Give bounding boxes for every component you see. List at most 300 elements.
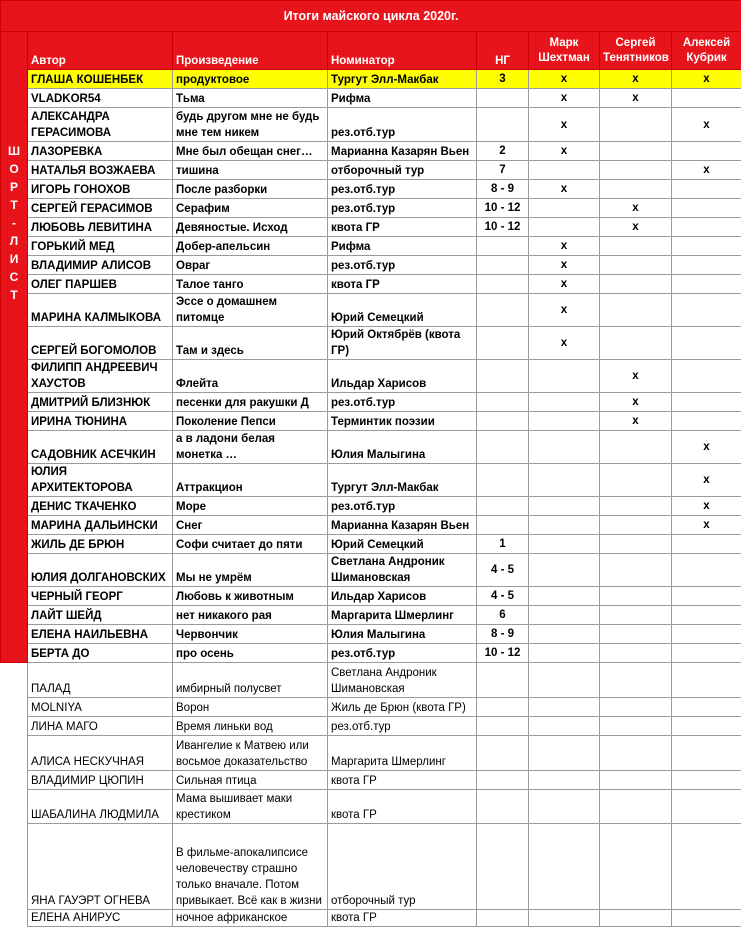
work-cell: Червончик xyxy=(173,625,328,644)
ng-cell xyxy=(477,464,529,497)
nominator-cell: Рифма xyxy=(328,237,477,256)
empty-cell xyxy=(477,736,529,771)
other-row xyxy=(1,663,741,698)
judge-mark-cell xyxy=(600,625,672,644)
empty-cell xyxy=(600,736,672,771)
nominator-cell: рез.отб.тур xyxy=(328,717,477,736)
judge-mark-cell xyxy=(529,218,600,237)
judge-mark-cell xyxy=(600,275,672,294)
judge-mark-cell xyxy=(529,199,600,218)
judge-mark-cell xyxy=(672,256,741,275)
judge-mark-cell xyxy=(529,587,600,606)
ng-cell: 10 - 12 xyxy=(477,218,529,237)
nominator-cell: Ильдар Харисов xyxy=(328,360,477,393)
header-row xyxy=(1,32,741,70)
nominator-cell: Марианна Казарян Вьен xyxy=(328,142,477,161)
other-row xyxy=(1,910,741,927)
judge-mark-cell xyxy=(600,606,672,625)
ng-cell xyxy=(477,327,529,360)
col-author-header: Автор xyxy=(28,32,173,70)
other-row xyxy=(1,736,741,771)
author-cell: MOLNIYA xyxy=(28,698,173,717)
empty-cell xyxy=(529,736,600,771)
author-cell: VLADKOR54 xyxy=(28,89,173,108)
empty-cell xyxy=(1,790,28,824)
author-cell: ШАБАЛИНА ЛЮДМИЛА xyxy=(28,790,173,824)
nominator-cell: Тургут Элл-Макбак xyxy=(328,70,477,89)
work-cell: Снег xyxy=(173,516,328,535)
judge-mark-cell xyxy=(600,180,672,199)
judge-mark-cell xyxy=(600,464,672,497)
judge-mark-cell xyxy=(529,412,600,431)
nominator-cell: Рифма xyxy=(328,89,477,108)
judge-mark-cell: x xyxy=(529,294,600,327)
judge-mark-cell xyxy=(529,161,600,180)
ng-cell: 3 xyxy=(477,70,529,89)
judge-mark-cell xyxy=(529,431,600,464)
ng-cell xyxy=(477,294,529,327)
judge-mark-cell: x xyxy=(672,161,741,180)
work-cell: Любовь к животным xyxy=(173,587,328,606)
empty-cell xyxy=(1,771,28,790)
judge-mark-cell: x xyxy=(600,218,672,237)
author-cell: ЧЕРНЫЙ ГЕОРГ xyxy=(28,587,173,606)
judge-mark-cell xyxy=(600,237,672,256)
shortlist-row xyxy=(1,412,741,431)
judge-mark-cell: x xyxy=(529,89,600,108)
judge-mark-cell xyxy=(529,554,600,587)
other-row xyxy=(1,824,741,910)
judge-mark-cell xyxy=(672,606,741,625)
judge-mark-cell: x xyxy=(529,275,600,294)
empty-cell xyxy=(529,771,600,790)
col-nominator-header: Номинатор xyxy=(328,32,477,70)
empty-cell xyxy=(529,910,600,927)
shortlist-row xyxy=(1,275,741,294)
author-cell: ВЛАДИМИР АЛИСОВ xyxy=(28,256,173,275)
table-title: Итоги майского цикла 2020г. xyxy=(1,1,741,32)
ng-cell xyxy=(477,89,529,108)
nominator-cell: квота ГР xyxy=(328,910,477,927)
ng-cell xyxy=(477,393,529,412)
shortlist-row xyxy=(1,218,741,237)
shortlist-row xyxy=(1,516,741,535)
judge-mark-cell xyxy=(672,412,741,431)
shortlist-row xyxy=(1,464,741,497)
judge-mark-cell xyxy=(672,89,741,108)
empty-cell xyxy=(1,698,28,717)
judge-mark-cell xyxy=(672,180,741,199)
nominator-cell: отборочный тур xyxy=(328,824,477,910)
shortlist-row xyxy=(1,180,741,199)
ng-cell: 2 xyxy=(477,142,529,161)
judge-mark-cell xyxy=(672,199,741,218)
col-ng-header: НГ xyxy=(477,32,529,70)
work-cell: Ивангелие к Матвею или восьмое доказательство xyxy=(173,736,328,771)
nominator-cell: рез.отб.тур xyxy=(328,256,477,275)
work-cell: Овраг xyxy=(173,256,328,275)
judge-mark-cell: x xyxy=(672,464,741,497)
judge-mark-cell xyxy=(529,625,600,644)
empty-cell xyxy=(477,910,529,927)
judge-mark-cell xyxy=(529,464,600,497)
nominator-cell: отборочный тур xyxy=(328,161,477,180)
judge-mark-cell xyxy=(600,142,672,161)
nominator-cell: квота ГР xyxy=(328,790,477,824)
author-cell: ДМИТРИЙ БЛИЗНЮК xyxy=(28,393,173,412)
author-cell: СЕРГЕЙ ГЕРАСИМОВ xyxy=(28,199,173,218)
nominator-cell: Юрий Семецкий xyxy=(328,294,477,327)
judge-mark-cell xyxy=(672,142,741,161)
nominator-cell: Светлана Андроник Шимановская xyxy=(328,663,477,698)
judge-mark-cell xyxy=(672,237,741,256)
work-cell: тишина xyxy=(173,161,328,180)
other-row xyxy=(1,698,741,717)
shortlist-row xyxy=(1,554,741,587)
empty-cell xyxy=(600,717,672,736)
ng-cell xyxy=(477,360,529,393)
work-cell: Ворон xyxy=(173,698,328,717)
author-cell: ИРИНА ТЮНИНА xyxy=(28,412,173,431)
author-cell: ГЛАША КОШЕНБЕК xyxy=(28,70,173,89)
empty-cell xyxy=(529,663,600,698)
judge-mark-cell xyxy=(672,218,741,237)
nominator-cell: рез.отб.тур xyxy=(328,497,477,516)
author-cell: МАРИНА КАЛМЫКОВА xyxy=(28,294,173,327)
col-judge-header-1: Марк Шехтман xyxy=(529,32,600,70)
judge-mark-cell xyxy=(529,360,600,393)
work-cell: Софи считает до пяти xyxy=(173,535,328,554)
side-label-letter: Т xyxy=(10,288,18,302)
work-cell: песенки для ракушки Д xyxy=(173,393,328,412)
nominator-cell: квота ГР xyxy=(328,218,477,237)
empty-cell xyxy=(477,771,529,790)
work-cell: Мы не умрём xyxy=(173,554,328,587)
nominator-cell: Жиль де Брюн (квота ГР) xyxy=(328,698,477,717)
work-cell: Мама вышивает маки крестиком xyxy=(173,790,328,824)
judge-mark-cell: x xyxy=(600,360,672,393)
empty-cell xyxy=(529,824,600,910)
nominator-cell: квота ГР xyxy=(328,275,477,294)
judge-mark-cell: x xyxy=(529,237,600,256)
author-cell: САДОВНИК АСЕЧКИН xyxy=(28,431,173,464)
ng-cell: 4 - 5 xyxy=(477,554,529,587)
judge-mark-cell xyxy=(600,294,672,327)
nominator-cell: рез.отб.тур xyxy=(328,180,477,199)
work-cell: Девяностые. Исход xyxy=(173,218,328,237)
judge-mark-cell xyxy=(672,625,741,644)
author-cell: ЛЮБОВЬ ЛЕВИТИНА xyxy=(28,218,173,237)
judge-mark-cell xyxy=(600,587,672,606)
judge-mark-cell: x xyxy=(600,89,672,108)
author-cell: ФИЛИПП АНДРЕЕВИЧ ХАУСТОВ xyxy=(28,360,173,393)
author-cell: БЕРТА ДО xyxy=(28,644,173,663)
judge-mark-cell xyxy=(672,275,741,294)
work-cell: продуктовое xyxy=(173,70,328,89)
shortlist-row xyxy=(1,606,741,625)
work-cell: Серафим xyxy=(173,199,328,218)
work-cell: После разборки xyxy=(173,180,328,199)
nominator-cell: рез.отб.тур xyxy=(328,108,477,142)
empty-cell xyxy=(600,824,672,910)
author-cell: ЕЛЕНА АНИРУС xyxy=(28,910,173,927)
judge-mark-cell: x xyxy=(672,516,741,535)
author-cell: ЛАЗОРЕВКА xyxy=(28,142,173,161)
empty-cell xyxy=(600,771,672,790)
judge-mark-cell xyxy=(529,644,600,663)
judge-mark-cell: x xyxy=(600,412,672,431)
judge-mark-cell: x xyxy=(672,497,741,516)
judge-mark-cell: x xyxy=(672,70,741,89)
judge-mark-cell: x xyxy=(529,327,600,360)
ng-cell xyxy=(477,431,529,464)
ng-cell: 8 - 9 xyxy=(477,180,529,199)
col-work-header: Произведение xyxy=(173,32,328,70)
empty-cell xyxy=(477,717,529,736)
side-label-letter: О xyxy=(9,162,19,176)
judge-mark-cell xyxy=(529,606,600,625)
author-cell: ОЛЕГ ПАРШЕВ xyxy=(28,275,173,294)
work-cell: Тьма xyxy=(173,89,328,108)
author-cell: ЮЛИЯ ДОЛГАНОВСКИХ xyxy=(28,554,173,587)
shortlist-row xyxy=(1,431,741,464)
shortlist-row xyxy=(1,256,741,275)
work-cell: Добер-апельсин xyxy=(173,237,328,256)
author-cell: ВЛАДИМИР ЦЮПИН xyxy=(28,771,173,790)
shortlist-row xyxy=(1,70,741,89)
judge-mark-cell xyxy=(600,256,672,275)
judge-mark-cell xyxy=(600,535,672,554)
ng-cell xyxy=(477,412,529,431)
side-label-letter: Р xyxy=(9,180,18,194)
work-cell: Сильная птица xyxy=(173,771,328,790)
empty-cell xyxy=(672,717,741,736)
judge-mark-cell: x xyxy=(529,108,600,142)
col-judge-header-3: Алексей Кубрик xyxy=(672,32,741,70)
nominator-cell: Маргарита Шмерлинг xyxy=(328,606,477,625)
side-label-letter: Л xyxy=(9,234,19,248)
shortlist-row xyxy=(1,237,741,256)
ng-cell: 7 xyxy=(477,161,529,180)
ng-cell xyxy=(477,497,529,516)
nominator-cell: Юрий Октябрёв (квота ГР) xyxy=(328,327,477,360)
ng-cell xyxy=(477,516,529,535)
empty-cell xyxy=(1,717,28,736)
empty-cell xyxy=(477,824,529,910)
judge-mark-cell: x xyxy=(529,256,600,275)
work-cell: Там и здесь xyxy=(173,327,328,360)
judge-mark-cell xyxy=(529,535,600,554)
empty-cell xyxy=(672,771,741,790)
author-cell: МАРИНА ДАЛЬИНСКИ xyxy=(28,516,173,535)
side-label-letter: И xyxy=(9,252,19,266)
author-cell: ПАЛАД xyxy=(28,663,173,698)
judge-mark-cell xyxy=(600,497,672,516)
empty-cell xyxy=(600,910,672,927)
shortlist-row xyxy=(1,625,741,644)
empty-cell xyxy=(672,824,741,910)
judge-mark-cell xyxy=(600,327,672,360)
author-cell: АЛИСА НЕСКУЧНАЯ xyxy=(28,736,173,771)
judge-mark-cell: x xyxy=(600,199,672,218)
empty-cell xyxy=(600,698,672,717)
shortlist-row xyxy=(1,360,741,393)
ng-cell: 4 - 5 xyxy=(477,587,529,606)
judge-mark-cell xyxy=(672,360,741,393)
judge-mark-cell xyxy=(600,108,672,142)
shortlist-row xyxy=(1,497,741,516)
judge-mark-cell: x xyxy=(529,180,600,199)
ng-cell: 10 - 12 xyxy=(477,644,529,663)
nominator-cell: Ильдар Харисов xyxy=(328,587,477,606)
nominator-cell: рез.отб.тур xyxy=(328,199,477,218)
shortlist-side-label xyxy=(1,32,28,663)
judge-mark-cell xyxy=(672,535,741,554)
ng-cell xyxy=(477,108,529,142)
other-row xyxy=(1,790,741,824)
work-cell: Флейта xyxy=(173,360,328,393)
author-cell: АЛЕКСАНДРА ГЕРАСИМОВА xyxy=(28,108,173,142)
side-label-letter: Т xyxy=(10,198,18,212)
empty-cell xyxy=(477,663,529,698)
work-cell: В фильме-апокалипсисе человечеству страшно только вначале. Потом привыкает. Всё как в жизни xyxy=(173,824,328,910)
work-cell: Аттракцион xyxy=(173,464,328,497)
work-cell: Эссе о домашнем питомце xyxy=(173,294,328,327)
work-cell: нет никакого рая xyxy=(173,606,328,625)
author-cell: ГОРЬКИЙ МЕД xyxy=(28,237,173,256)
shortlist-row xyxy=(1,142,741,161)
shortlist-row xyxy=(1,89,741,108)
author-cell: ИГОРЬ ГОНОХОВ xyxy=(28,180,173,199)
shortlist-row xyxy=(1,644,741,663)
author-cell: ЛИНА МАГО xyxy=(28,717,173,736)
ng-cell: 6 xyxy=(477,606,529,625)
empty-cell xyxy=(672,698,741,717)
col-judge-header-2: Сергей Тенятников xyxy=(600,32,672,70)
judge-mark-cell xyxy=(672,644,741,663)
empty-cell xyxy=(600,663,672,698)
nominator-cell: Тургут Элл-Макбак xyxy=(328,464,477,497)
ng-cell xyxy=(477,256,529,275)
author-cell: ЯНА ГАУЭРТ ОГНЕВА xyxy=(28,824,173,910)
nominator-cell: Марианна Казарян Вьен xyxy=(328,516,477,535)
work-cell: будь другом мне не будь мне тем никем xyxy=(173,108,328,142)
nominator-cell: рез.отб.тур xyxy=(328,393,477,412)
work-cell: Поколение Пепси xyxy=(173,412,328,431)
judge-mark-cell: x xyxy=(529,142,600,161)
shortlist-row xyxy=(1,161,741,180)
author-cell: ДЕНИС ТКАЧЕНКО xyxy=(28,497,173,516)
work-cell: про осень xyxy=(173,644,328,663)
empty-cell xyxy=(1,824,28,910)
nominator-cell: квота ГР xyxy=(328,771,477,790)
author-cell: ЕЛЕНА НАИЛЬЕВНА xyxy=(28,625,173,644)
empty-cell xyxy=(477,698,529,717)
empty-cell xyxy=(672,910,741,927)
judge-mark-cell: x xyxy=(672,431,741,464)
judge-mark-cell xyxy=(529,497,600,516)
nominator-cell: Юлия Малыгина xyxy=(328,625,477,644)
ng-cell: 1 xyxy=(477,535,529,554)
judge-mark-cell: x xyxy=(529,70,600,89)
side-label-letter: Ш xyxy=(7,144,21,158)
nominator-cell: рез.отб.тур xyxy=(328,644,477,663)
author-cell: НАТАЛЬЯ ВОЗЖАЕВА xyxy=(28,161,173,180)
judge-mark-cell xyxy=(600,431,672,464)
other-row xyxy=(1,717,741,736)
empty-cell xyxy=(477,790,529,824)
empty-cell xyxy=(672,736,741,771)
judge-mark-cell xyxy=(672,294,741,327)
author-cell: ЛАЙТ ШЕЙД xyxy=(28,606,173,625)
work-cell: Мне был обещан снег… xyxy=(173,142,328,161)
judge-mark-cell xyxy=(600,644,672,663)
ng-cell: 10 - 12 xyxy=(477,199,529,218)
judge-mark-cell xyxy=(600,554,672,587)
shortlist-row xyxy=(1,199,741,218)
judge-mark-cell xyxy=(672,587,741,606)
other-row xyxy=(1,771,741,790)
shortlist-vertical-text xyxy=(1,32,27,304)
nominator-cell: Юлия Малыгина xyxy=(328,431,477,464)
shortlist-row xyxy=(1,327,741,360)
shortlist-row xyxy=(1,587,741,606)
work-cell: а в ладони белая монетка … xyxy=(173,431,328,464)
judge-mark-cell: x xyxy=(600,393,672,412)
judge-mark-cell xyxy=(600,516,672,535)
judge-mark-cell: x xyxy=(672,108,741,142)
work-cell: Море xyxy=(173,497,328,516)
judge-mark-cell xyxy=(672,393,741,412)
nominator-cell: Терминтик поэзии xyxy=(328,412,477,431)
empty-cell xyxy=(529,698,600,717)
work-cell: ночное африканское xyxy=(173,910,328,927)
shortlist-row xyxy=(1,294,741,327)
empty-cell xyxy=(672,790,741,824)
side-label-letter: - xyxy=(12,216,16,230)
nominator-cell: Светлана Андроник Шимановская xyxy=(328,554,477,587)
nominator-cell: Юрий Семецкий xyxy=(328,535,477,554)
empty-cell xyxy=(529,790,600,824)
empty-cell xyxy=(672,663,741,698)
empty-cell xyxy=(529,717,600,736)
title-row xyxy=(1,1,741,32)
empty-cell xyxy=(1,663,28,698)
judge-mark-cell xyxy=(529,393,600,412)
nominator-cell: Маргарита Шмерлинг xyxy=(328,736,477,771)
empty-cell xyxy=(1,910,28,927)
work-cell: Время линьки вод xyxy=(173,717,328,736)
judge-mark-cell xyxy=(529,516,600,535)
ng-cell xyxy=(477,275,529,294)
author-cell: ЖИЛЬ ДЕ БРЮН xyxy=(28,535,173,554)
ng-cell xyxy=(477,237,529,256)
author-cell: СЕРГЕЙ БОГОМОЛОВ xyxy=(28,327,173,360)
ng-cell: 8 - 9 xyxy=(477,625,529,644)
shortlist-row xyxy=(1,393,741,412)
judge-mark-cell: x xyxy=(600,70,672,89)
empty-cell xyxy=(600,790,672,824)
judge-mark-cell xyxy=(672,327,741,360)
author-cell: ЮЛИЯ АРХИТЕКТОРОВА xyxy=(28,464,173,497)
judge-mark-cell xyxy=(600,161,672,180)
shortlist-row xyxy=(1,535,741,554)
empty-cell xyxy=(1,736,28,771)
work-cell: Талое танго xyxy=(173,275,328,294)
side-label-letter: С xyxy=(9,270,19,284)
shortlist-row xyxy=(1,108,741,142)
work-cell: имбирный полусвет xyxy=(173,663,328,698)
